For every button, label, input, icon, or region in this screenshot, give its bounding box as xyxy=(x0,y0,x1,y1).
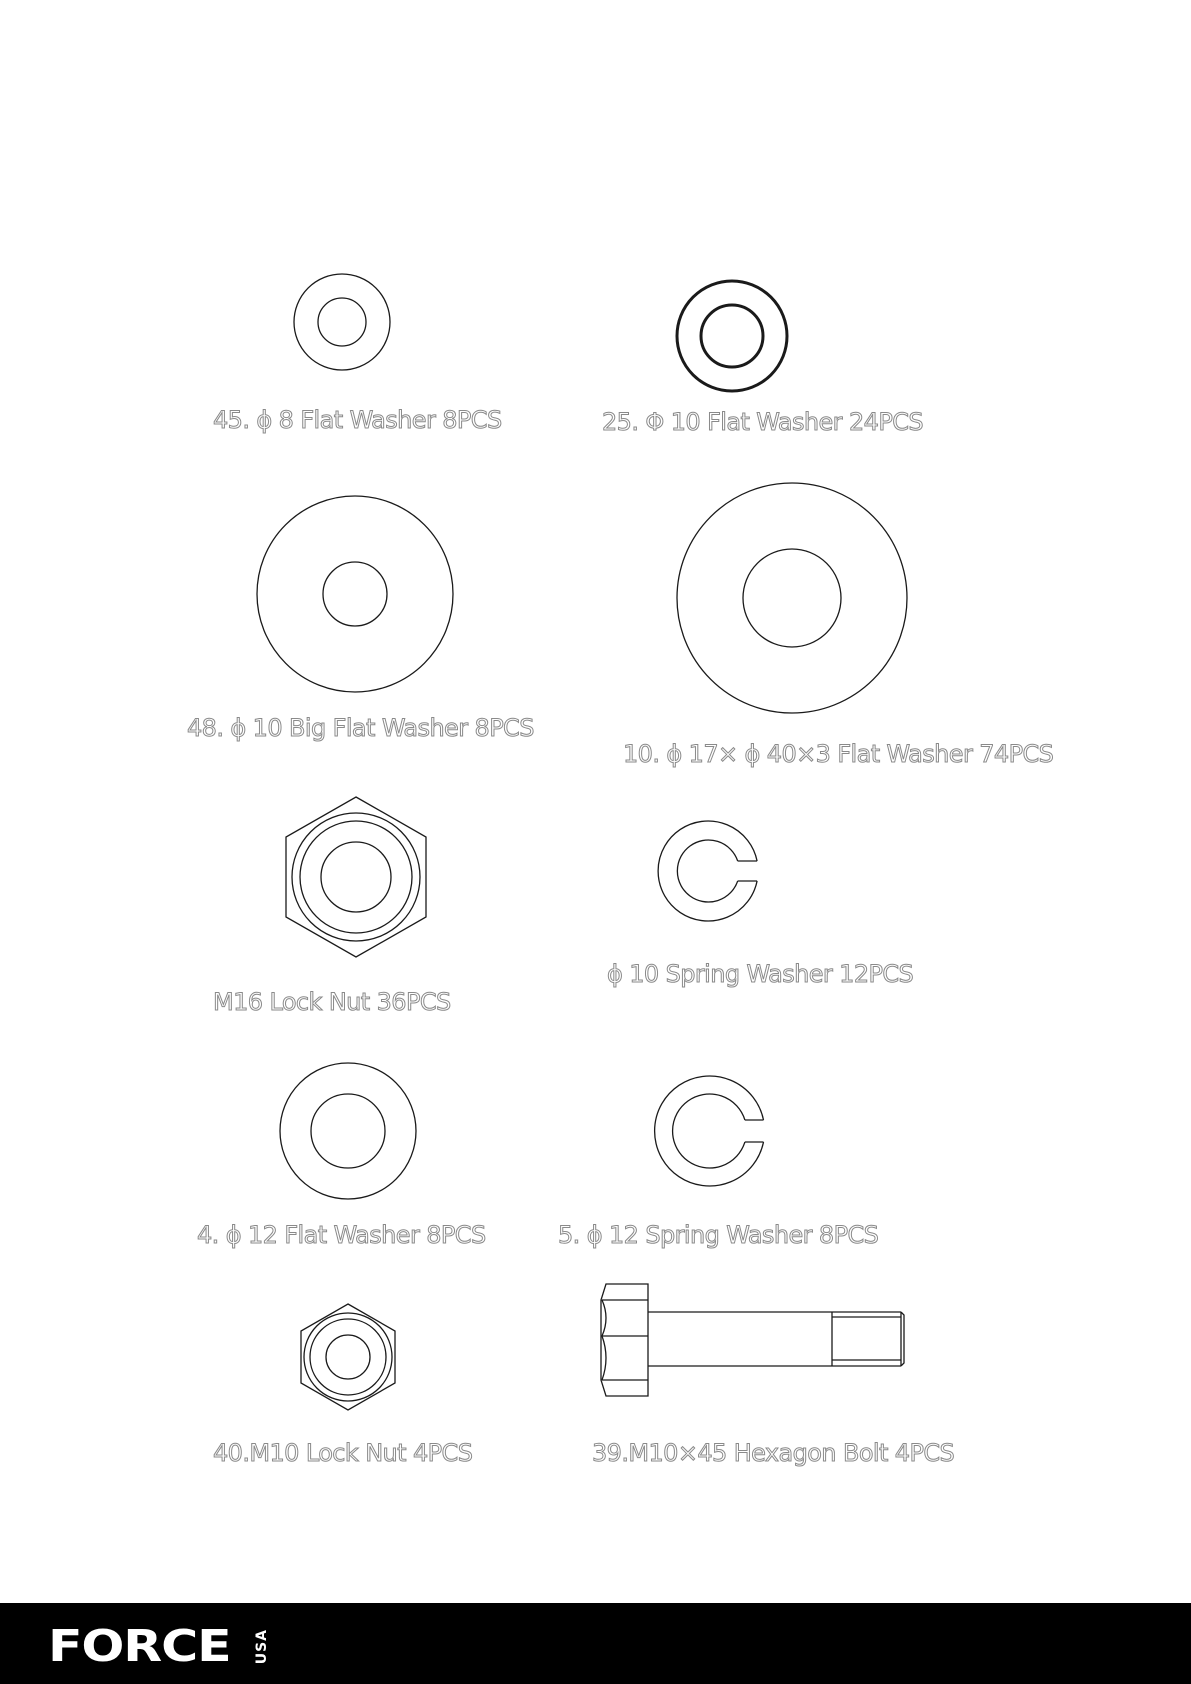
spring-washer-icon xyxy=(652,815,764,927)
hexagon-bolt-icon xyxy=(598,1280,908,1400)
part-label: 10. ϕ 17× ϕ 40×3 Flat Washer 74PCS xyxy=(623,740,1054,768)
part-label: 25. Φ 10 Flat Washer 24PCS xyxy=(602,408,923,436)
part-label: ϕ 10 Spring Washer 12PCS xyxy=(607,960,914,988)
big-flat-washer-icon xyxy=(253,492,457,696)
part-label: 5. ϕ 12 Spring Washer 8PCS xyxy=(558,1221,879,1249)
flat-washer-icon xyxy=(276,1059,420,1203)
lock-nut-icon xyxy=(297,1300,399,1414)
part-label: M16 Lock Nut 36PCS xyxy=(213,988,451,1016)
flat-washer-icon xyxy=(671,275,793,397)
part-label: 4. ϕ 12 Flat Washer 8PCS xyxy=(197,1221,486,1249)
footer-bar xyxy=(0,1603,1191,1684)
part-label: 45. ϕ 8 Flat Washer 8PCS xyxy=(213,406,502,434)
part-label: 39.M10×45 Hexagon Bolt 4PCS xyxy=(592,1439,955,1467)
spring-washer-icon xyxy=(650,1069,774,1193)
brand-logo-sub: USA xyxy=(254,1629,270,1665)
brand-logo-word: FORCE xyxy=(48,1621,231,1672)
part-label: 40.M10 Lock Nut 4PCS xyxy=(213,1439,473,1467)
flat-washer-icon xyxy=(672,478,912,718)
flat-washer-icon xyxy=(290,270,394,374)
part-label: 48. ϕ 10 Big Flat Washer 8PCS xyxy=(187,714,534,742)
lock-nut-icon xyxy=(280,792,432,964)
